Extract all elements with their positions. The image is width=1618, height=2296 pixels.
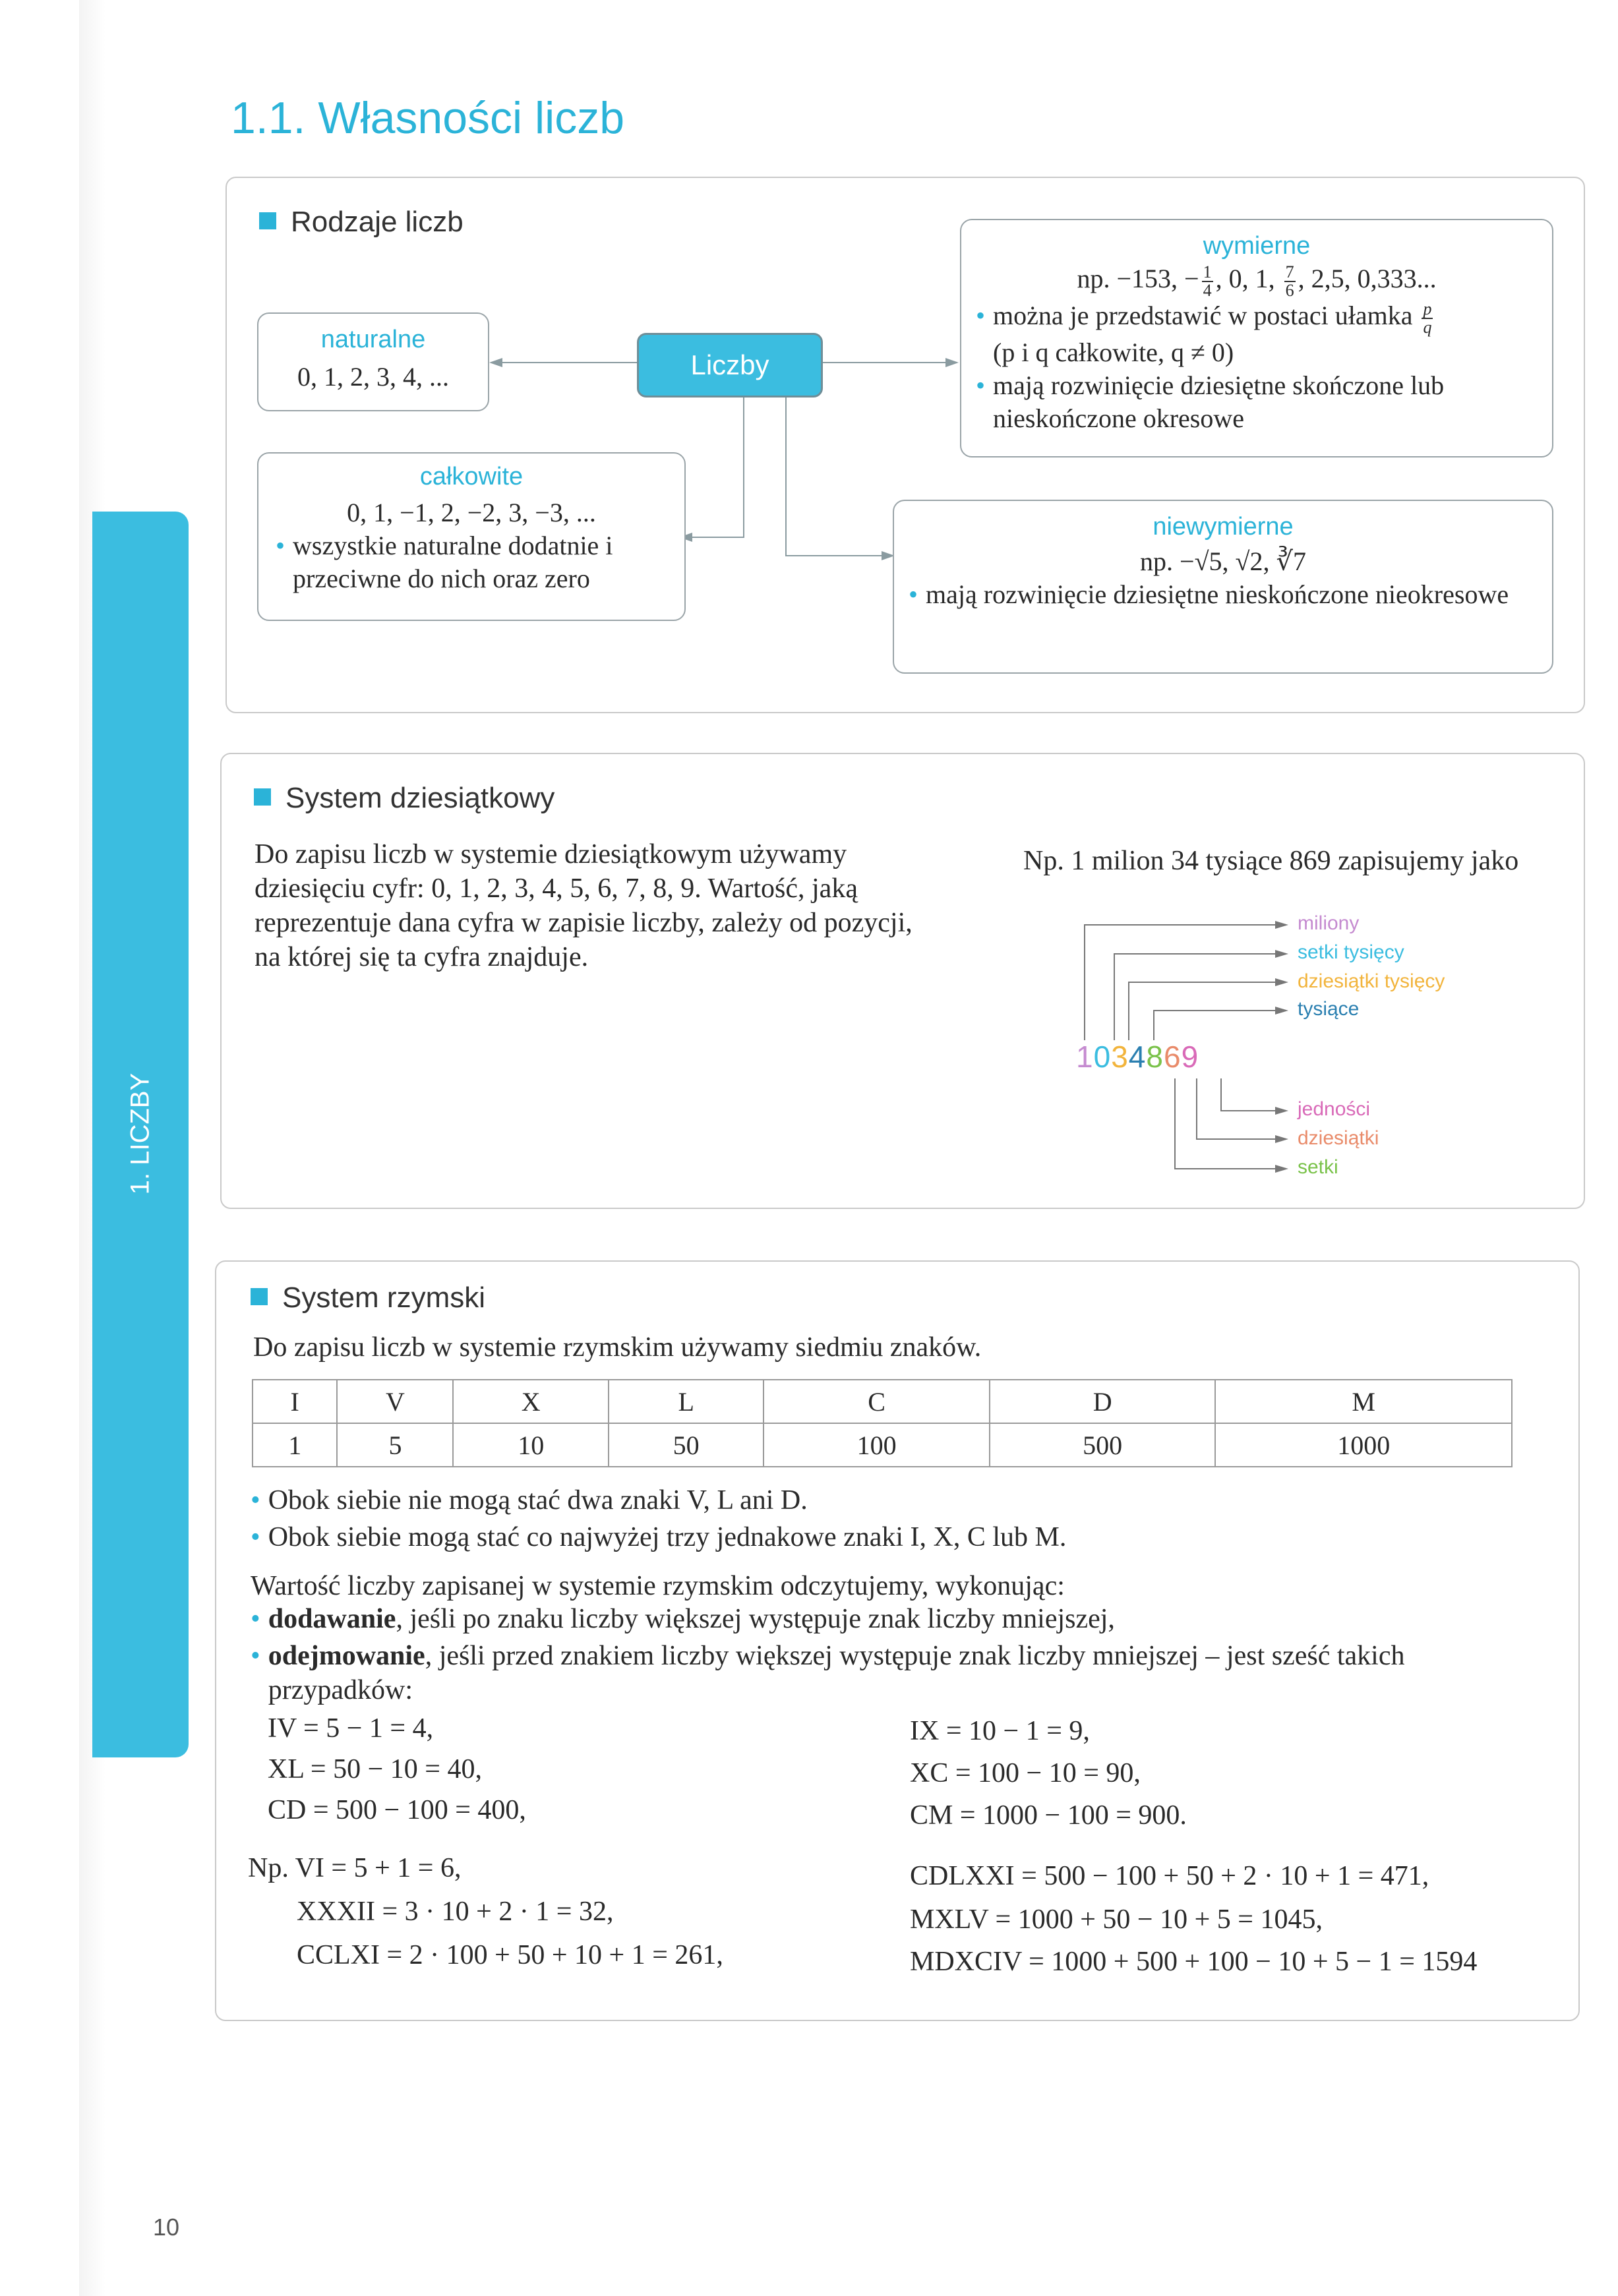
fraction-p-over-q: $\frac{p}{q}$	[1423, 299, 1432, 337]
subtraction-case: IX = 10 − 1 = 9,	[910, 1716, 1090, 1746]
roman-symbols-row	[253, 1380, 1512, 1423]
bullet-dot-icon: •	[251, 1641, 260, 1671]
place-thousands-label: tysiące	[1298, 998, 1360, 1020]
digit-millions: 1	[1076, 1040, 1094, 1074]
digit-hundreds: 8	[1146, 1040, 1164, 1074]
subtraction-case: XC = 100 − 10 = 90,	[910, 1758, 1141, 1788]
place-hundred-thousands-label: setki tysięcy	[1298, 941, 1404, 963]
roman-value-cell: 1000	[1215, 1423, 1512, 1467]
roman-example: MDXCIV = 1000 + 500 + 100 − 10 + 5 − 1 = 1594	[910, 1947, 1478, 1977]
digit-tens: 6	[1163, 1040, 1182, 1074]
digit-ten-thousands: 3	[1111, 1040, 1129, 1074]
roman-addition-rule: • dodawanie, jeśli po znaku liczby większej występuje znak liczby mniejszej,	[251, 1604, 1115, 1634]
rational-bullet-fraction: • można je przedstawić w postaci ułamka $\frac{p}{q}$ (p i q całkowite, q ≠ 0)	[961, 299, 1552, 369]
roman-example: Np. VI = 5 + 1 = 6,	[248, 1853, 462, 1883]
decimal-example-text: Np. 1 milion 34 tysiące 869 zapisujemy jako	[1023, 846, 1519, 876]
chapter-side-tab-label: 1. LICZBY	[125, 1073, 155, 1195]
page-number: 10	[153, 2214, 180, 2241]
roman-example: CDLXXI = 500 − 100 + 50 + 2 · 10 + 1 = 471,	[910, 1861, 1429, 1891]
irrational-numbers-examples: np. −√5, √2, ∛7	[1140, 546, 1306, 576]
bullet-dot-icon: •	[251, 1522, 260, 1552]
roman-rule-2: • Obok siebie mogą stać co najwyżej trzy jednakowe znaki I, X, C lub M.	[251, 1522, 1067, 1552]
roman-symbol-cell: I	[253, 1380, 337, 1423]
roman-example: XXXII = 3 · 10 + 2 · 1 = 32,	[297, 1897, 614, 1927]
numbers-center-node: Liczby	[637, 333, 823, 397]
roman-symbol-cell: L	[609, 1380, 764, 1423]
roman-value-cell: 500	[990, 1423, 1216, 1467]
roman-symbol-cell: X	[453, 1380, 608, 1423]
place-millions-label: miliony	[1298, 912, 1360, 934]
bullet-dot-icon: •	[251, 1604, 260, 1634]
irrational-bullet: • mają rozwinięcie dziesiętne nieskończone nieokresowe	[894, 578, 1552, 611]
roman-reading-intro: Wartość liczby zapisanej w systemie rzymskim odczytujemy, wykonując:	[251, 1571, 1065, 1601]
roman-symbol-cell: V	[337, 1380, 453, 1423]
roman-system-heading: System rzymski	[251, 1281, 485, 1314]
place-ones-label: jedności	[1298, 1098, 1371, 1120]
roman-subtraction-rule: • odejmowanie, jeśli przed znakiem liczby większej występuje znak liczby mniejszej – jest sześć takich przypadków:	[251, 1639, 1543, 1707]
decimal-system-heading: System dziesiątkowy	[254, 782, 554, 815]
bullet-dot-icon: •	[909, 579, 918, 609]
rational-numbers-title: wymierne	[1203, 232, 1311, 260]
bullet-dot-icon: •	[976, 370, 986, 400]
subtraction-case: IV = 5 − 1 = 4,	[268, 1713, 434, 1744]
place-value-number	[1076, 1039, 1199, 1074]
roman-symbols-table	[252, 1379, 1513, 1467]
roman-example: MXLV = 1000 + 50 − 10 + 5 = 1045,	[910, 1904, 1323, 1935]
digit-hundred-thousands: 0	[1093, 1040, 1112, 1074]
natural-numbers-values: 0, 1, 2, 3, 4, ...	[297, 362, 449, 392]
subtraction-case: CD = 500 − 100 = 400,	[268, 1795, 526, 1825]
rational-numbers-examples: np. −153, − $\frac{1}{4}$ , 0, 1, $\frac{7}{6}$ , 2,5, 0,333...	[1077, 262, 1437, 300]
rational-bullet-expansion: • mają rozwinięcie dziesiętne skończone lub nieskończone okresowe	[961, 369, 1552, 435]
place-ten-thousands-label: dziesiątki tysięcy	[1298, 970, 1445, 992]
roman-example: CCLXI = 2 · 100 + 50 + 10 + 1 = 261,	[297, 1940, 723, 1970]
integers-bullet: • wszystkie naturalne dodatnie i przeciwne do nich oraz zero	[258, 529, 684, 595]
roman-symbol-cell: C	[764, 1380, 990, 1423]
roman-value-cell: 50	[609, 1423, 764, 1467]
bullet-dot-icon: •	[251, 1485, 260, 1516]
irrational-numbers-title: niewymierne	[1153, 513, 1294, 541]
roman-values-row	[253, 1423, 1512, 1467]
number-types-heading: Rodzaje liczb	[259, 206, 464, 239]
roman-symbol-cell: D	[990, 1380, 1216, 1423]
natural-numbers-title: naturalne	[320, 326, 426, 353]
place-tens-label: dziesiątki	[1298, 1127, 1379, 1149]
fraction-seven-sixths: $\frac{7}{6}$	[1285, 262, 1294, 300]
roman-value-cell: 5	[337, 1423, 453, 1467]
subtraction-case: CM = 1000 − 100 = 900.	[910, 1800, 1187, 1831]
fraction-one-quarter: $\frac{1}{4}$	[1203, 262, 1212, 300]
decimal-system-description: Do zapisu liczb w systemie dziesiątkowym używamy dziesięciu cyfr: 0, 1, 2, 3, 4, 5, 6, 7, 8, 9. Wartość, jaką reprezentuje dana cyfra w zapisie liczby, zależy od pozycji, na której się ta cyfra znajduje.	[255, 839, 913, 972]
bullet-dot-icon: •	[276, 531, 285, 560]
integers-values: 0, 1, −1, 2, −2, 3, −3, ...	[347, 498, 596, 527]
roman-rule-1: • Obok siebie nie mogą stać dwa znaki V, L ani D.	[251, 1485, 808, 1516]
place-hundreds-label: setki	[1298, 1156, 1338, 1178]
bullet-dot-icon: •	[976, 300, 986, 330]
square-bullet-icon	[251, 1288, 268, 1305]
subtraction-case: XL = 50 − 10 = 40,	[268, 1754, 482, 1784]
digit-thousands: 4	[1128, 1040, 1147, 1074]
roman-value-cell: 1	[253, 1423, 337, 1467]
page-title: 1.1. Własności liczb	[231, 93, 625, 143]
roman-value-cell: 10	[453, 1423, 608, 1467]
roman-value-cell: 100	[764, 1423, 990, 1467]
integers-title: całkowite	[419, 463, 524, 490]
digit-ones: 9	[1181, 1040, 1199, 1074]
roman-intro: Do zapisu liczb w systemie rzymskim używamy siedmiu znaków.	[253, 1332, 982, 1363]
roman-symbol-cell: M	[1215, 1380, 1512, 1423]
